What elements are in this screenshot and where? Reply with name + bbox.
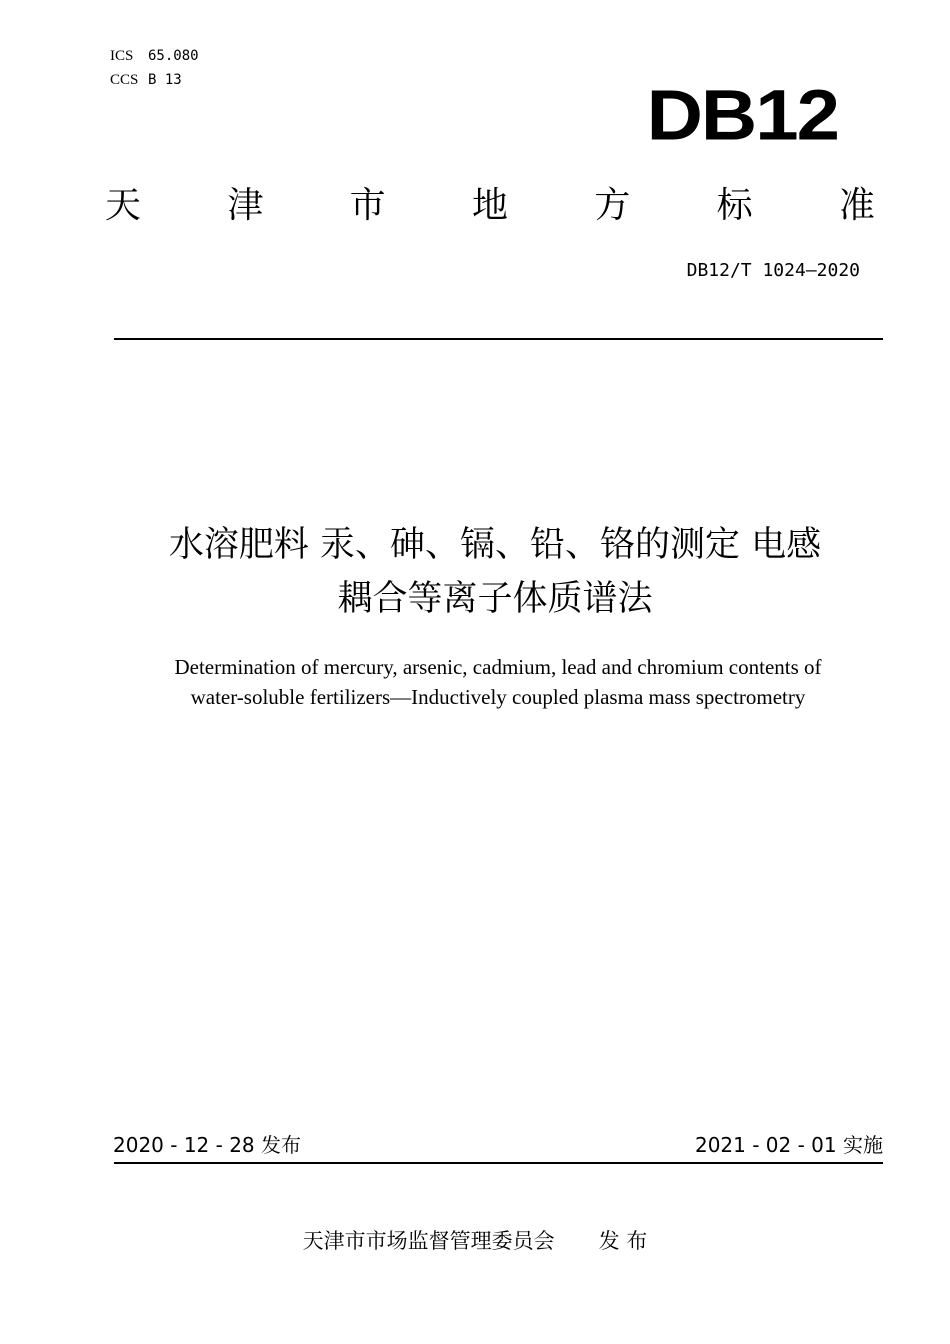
db-logo: DB12 (646, 74, 838, 156)
title-chinese-line: 水溶肥料 汞、砷、镉、铅、铬的测定 电感 (168, 525, 822, 565)
title-english (120, 652, 876, 712)
title-chinese-line: 耦合等离子体质谱法 (337, 579, 653, 619)
standard-type-char: 准 (838, 185, 875, 226)
title-chinese (100, 518, 890, 626)
title-english-line: water-soluble fertilizers—Inductively coupled plasma mass spectrometry (190, 685, 806, 709)
ccs-value: B 13 (148, 72, 182, 88)
top-divider (114, 338, 883, 340)
standard-type-char: 天 (105, 185, 142, 226)
implement-date: 2021 - 02 - 01 实施 (694, 1133, 883, 1157)
ccs-label: CCS (110, 72, 139, 88)
ics-label: ICS (110, 48, 134, 64)
title-english-line: Determination of mercury, arsenic, cadmium, lead and chromium contents of (174, 655, 822, 679)
publish-date: 2020 - 12 - 28 发布 (113, 1133, 302, 1157)
classification-block (110, 44, 199, 92)
standard-code: DB12/T 1024—2020 (686, 260, 860, 281)
ics-row (110, 44, 199, 68)
ics-value: 65.080 (148, 48, 199, 64)
issuer-action: 发 布 (598, 1229, 648, 1253)
standard-type-char: 津 (227, 185, 264, 226)
issuer-name: 天津市市场监督管理委员会 (302, 1229, 555, 1253)
standard-type-char: 地 (471, 185, 508, 226)
bottom-divider (114, 1162, 883, 1164)
issuer-line (0, 1226, 950, 1256)
standard-type-char: 市 (349, 185, 386, 226)
standard-type-heading (105, 180, 875, 232)
ccs-row (110, 68, 199, 92)
standard-type-char: 标 (716, 185, 753, 226)
standard-type-char: 方 (594, 185, 631, 226)
